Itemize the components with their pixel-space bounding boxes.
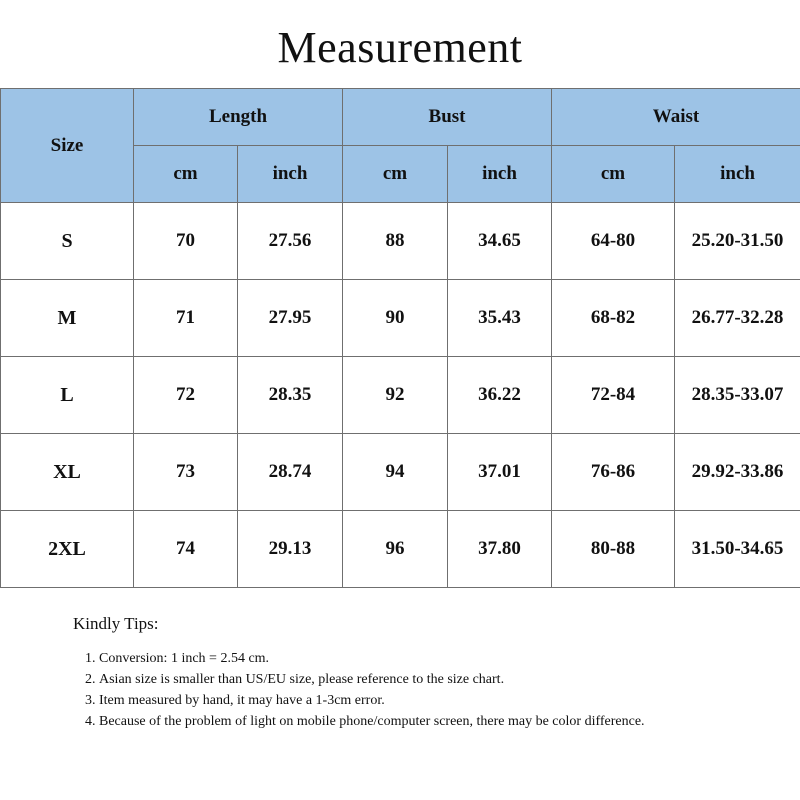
table-cell: 28.35 bbox=[238, 357, 343, 434]
table-row bbox=[1, 280, 800, 357]
table-cell: 29.13 bbox=[238, 511, 343, 588]
table-cell: 25.20-31.50 bbox=[675, 203, 800, 280]
table-cell: 72 bbox=[134, 357, 238, 434]
header-waist: Waist bbox=[552, 89, 800, 146]
table-cell: 88 bbox=[343, 203, 448, 280]
header-size: Size bbox=[1, 89, 134, 203]
table-cell: 37.80 bbox=[448, 511, 552, 588]
table-cell: 90 bbox=[343, 280, 448, 357]
table-cell: 76-86 bbox=[552, 434, 675, 511]
table-row bbox=[1, 357, 800, 434]
header-unit: cm bbox=[134, 146, 238, 203]
table-row bbox=[1, 434, 800, 511]
table-cell: 27.95 bbox=[238, 280, 343, 357]
size-cell: 2XL bbox=[1, 511, 134, 588]
header-length: Length bbox=[134, 89, 343, 146]
table-cell: 28.35-33.07 bbox=[675, 357, 800, 434]
header-bust: Bust bbox=[343, 89, 552, 146]
table-cell: 36.22 bbox=[448, 357, 552, 434]
table-cell: 29.92-33.86 bbox=[675, 434, 800, 511]
table-cell: 70 bbox=[134, 203, 238, 280]
tips-section bbox=[73, 614, 773, 732]
tips-heading: Kindly Tips: bbox=[73, 614, 159, 633]
size-cell: XL bbox=[1, 434, 134, 511]
tip-item: 1. Conversion: 1 inch = 2.54 cm. bbox=[99, 648, 773, 669]
table-cell: 96 bbox=[343, 511, 448, 588]
tip-item: 3. Item measured by hand, it may have a 1-3cm error. bbox=[99, 690, 773, 711]
table-row bbox=[1, 203, 800, 280]
header-unit: cm bbox=[552, 146, 675, 203]
table-cell: 37.01 bbox=[448, 434, 552, 511]
table-cell: 27.56 bbox=[238, 203, 343, 280]
table-cell: 71 bbox=[134, 280, 238, 357]
page-title: Measurement bbox=[277, 23, 523, 72]
table-cell: 26.77-32.28 bbox=[675, 280, 800, 357]
table-cell: 73 bbox=[134, 434, 238, 511]
table-cell: 94 bbox=[343, 434, 448, 511]
header-unit: inch bbox=[448, 146, 552, 203]
size-cell: S bbox=[1, 203, 134, 280]
table-cell: 74 bbox=[134, 511, 238, 588]
table-cell: 28.74 bbox=[238, 434, 343, 511]
tip-item: 4. Because of the problem of light on mobile phone/computer screen, there may be color difference. bbox=[99, 711, 773, 732]
header-row-groups bbox=[1, 89, 800, 146]
size-cell: M bbox=[1, 280, 134, 357]
table-cell: 31.50-34.65 bbox=[675, 511, 800, 588]
table-cell: 92 bbox=[343, 357, 448, 434]
table-cell: 72-84 bbox=[552, 357, 675, 434]
table-cell: 68-82 bbox=[552, 280, 675, 357]
table-cell: 34.65 bbox=[448, 203, 552, 280]
header-unit: inch bbox=[238, 146, 343, 203]
tip-item: 2. Asian size is smaller than US/EU size, please reference to the size chart. bbox=[99, 669, 773, 690]
header-unit: cm bbox=[343, 146, 448, 203]
table-cell: 64-80 bbox=[552, 203, 675, 280]
header-unit: inch bbox=[675, 146, 800, 203]
size-cell: L bbox=[1, 357, 134, 434]
table-row bbox=[1, 511, 800, 588]
tips-list bbox=[73, 648, 773, 732]
size-chart-table bbox=[0, 88, 800, 588]
table-cell: 35.43 bbox=[448, 280, 552, 357]
table-cell: 80-88 bbox=[552, 511, 675, 588]
